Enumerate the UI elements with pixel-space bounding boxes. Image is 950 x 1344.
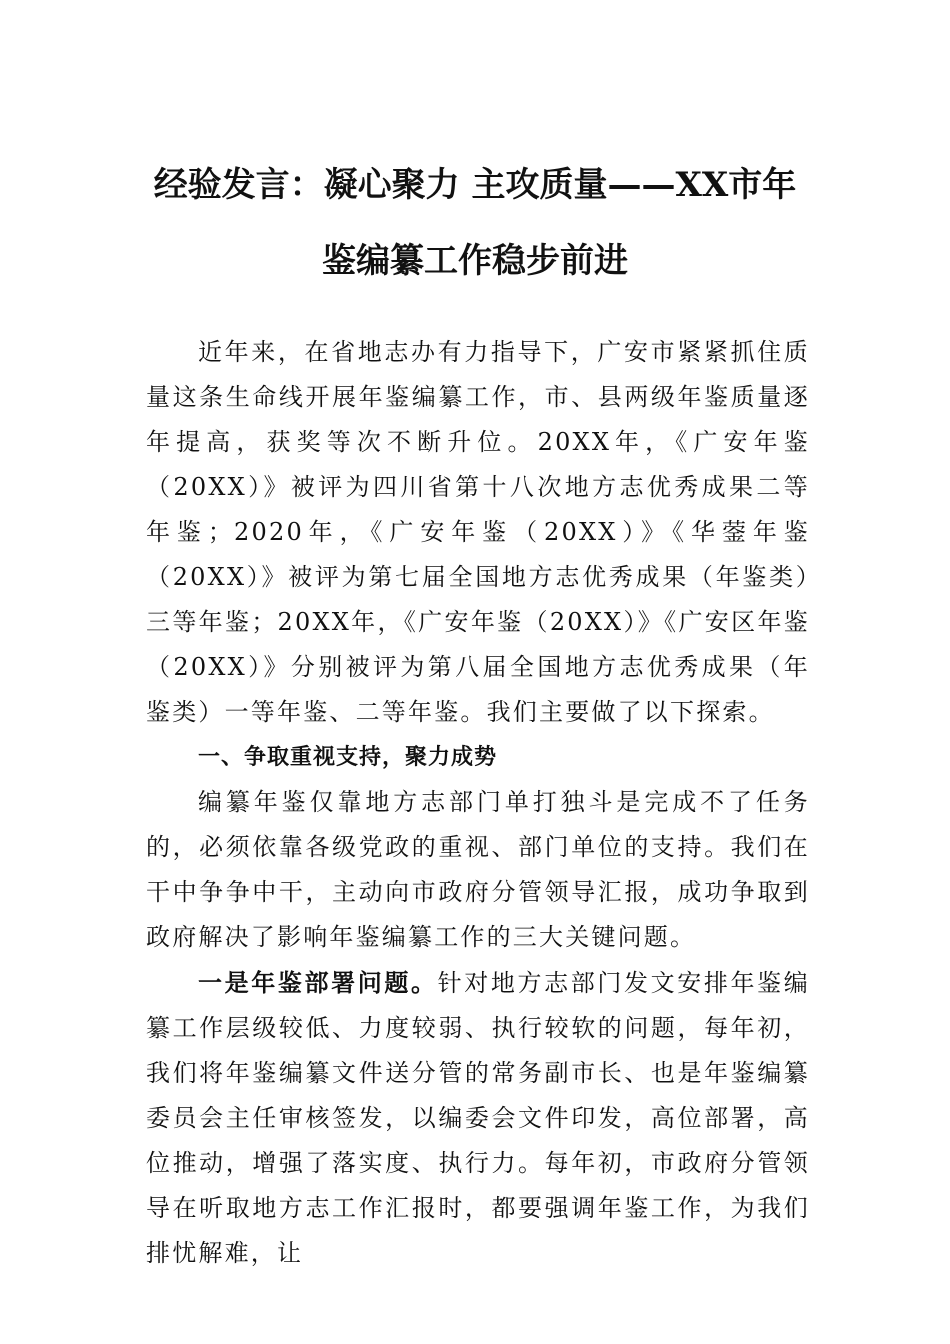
point-lead: 一是年鉴部署问题。 xyxy=(198,968,438,997)
intro-paragraph: 近年来，在省地志办有力指导下，广安市紧紧抓住质量这条生命线开展年鉴编纂工作，市、县两级年鉴质量逐年提高，获奖等次不断升位。20XX年，《广安年鉴（20XX）》被评为四川省第十八次地方志优秀成果二等年鉴；2020年，《广安年鉴（20XX）》《华蓥年鉴（20XX）》被评为第七届全国地方志优秀成果（年鉴类）三等年鉴；20XX年，《广安年鉴（20XX）》《广安区年鉴（20XX）》分别被评为第八届全国地方志优秀成果（年鉴类）一等年鉴、二等年鉴。我们主要做了以下探索。 xyxy=(146,338,810,726)
page-title: 经验发言：凝心聚力 主攻质量——XX市年鉴编纂工作稳步前进 xyxy=(153,165,797,281)
point-text: 针对地方志部门发文安排年鉴编纂工作层级较低、力度较弱、执行较软的问题，每年初，我们将年鉴编纂文件送分管的常务副市长、也是年鉴编纂委员会主任审核签发，以编委会文件印发，高位部署，高位推动，增强了落实度、执行力。每年初，市政府分管领导在听取地方志工作汇报时，都要强调年鉴工作，为我们排忧解难，让 xyxy=(146,969,810,1267)
document-body xyxy=(146,330,810,1276)
point-paragraph xyxy=(146,960,810,1276)
section-paragraph: 编纂年鉴仅靠地方志部门单打独斗是完成不了任务的，必须依靠各级党政的重视、部门单位的支持。我们在干中争争中干，主动向市政府分管领导汇报，成功争取到政府解决了影响年鉴编纂工作的三大关键问题。 xyxy=(146,788,810,951)
section-heading: 一、争取重视支持，聚力成势 xyxy=(198,745,498,770)
